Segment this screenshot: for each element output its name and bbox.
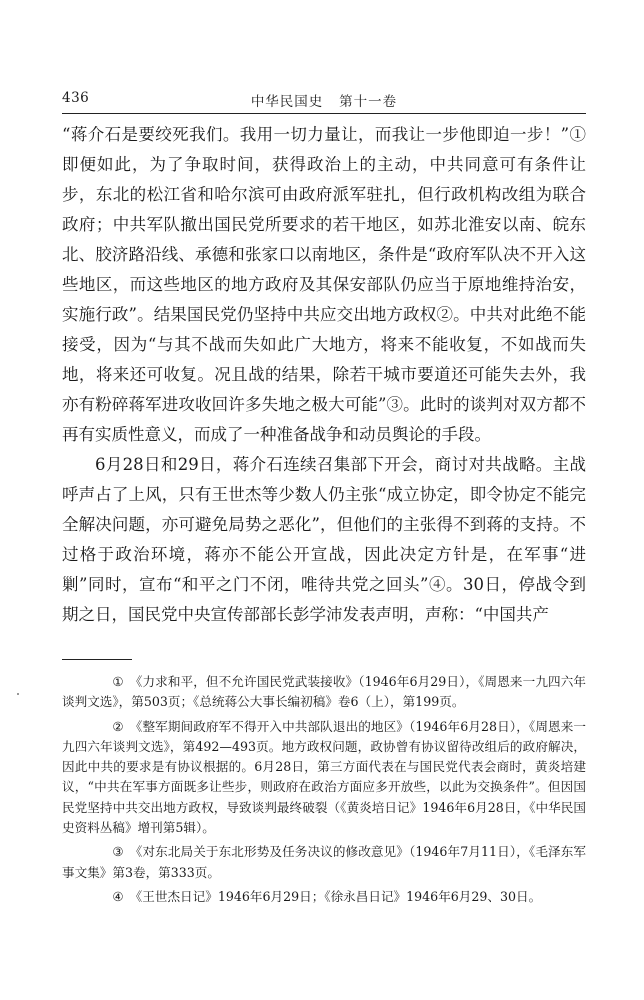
- footnote: [62, 887, 586, 907]
- footnote-marker: ④: [112, 888, 124, 904]
- running-title: 中华民国史 第十一卷: [250, 94, 398, 110]
- footnote-rule: [62, 659, 132, 660]
- footnotes: [62, 672, 586, 911]
- page-header: [62, 90, 586, 112]
- footnote-marker: ②: [112, 718, 124, 734]
- footnote: [62, 842, 586, 883]
- body-text: [62, 120, 586, 630]
- footnote-text: 《力求和平，但不允许国民党武装接收》（1946年6月29日），《周恩来一九四六年谈判文选》，第503页；《总统蒋公大事长编初稿》卷6（上），第199页。: [62, 674, 586, 710]
- header-rule: [62, 113, 586, 114]
- footnote-text: 《王世杰日记》1946年6月29日；《徐永昌日记》1946年6月29、30日。: [129, 888, 542, 904]
- footnote-marker: ①: [112, 674, 124, 689]
- footnote: [62, 717, 586, 839]
- body-paragraph: 6月28日和29日，蒋介石连续召集部下开会，商讨对共战略。主战呼声占了上风，只有王世杰等少数人仍主张“成立协定，即令协定不能完全解决问题，亦可避免局势之恶化”，但他们的主张得不到蒋的支持。不过格于政治环境，蒋亦不能公开宣战，因此决定方针是，在军事“进剿”同时，宣布“和平之门不闭，唯待共党之回头”④。30日，停战令到期之日，国民党中央宣传部部长彭学沛发表声明，声称：“中国共产: [62, 455, 586, 624]
- body-paragraph: “蒋介石是要绞死我们。我用一切力量让，而我让一步他即迫一步！”①即便如此，为了争取时间，获得政治上的主动，中共同意可有条件让步，东北的松江省和哈尔滨可由政府派军驻扎，但行政机构改组为联合政府；中共军队撤出国民党所要求的若干地区，如苏北淮安以南、皖东北、胶济路沿线、承德和张家口以南地区，条件是“政府军队决不开入这些地区，而这些地区的地方政府及其保安部队仍应当于原地维持治安，实施行政”。结果国民党仍坚持中共应交出地方政权②。中共对此绝不能接受，因为“与其不战而失如此广大地方，将来不能收复，不如战而失地，将来还可收复。况且战的结果，除若干城市要道还可能失去外，我亦有粉碎蒋军进攻收回许多失地之极大可能”③。此时的谈判对双方都不再有实质性意义，而成了一种准备战争和动员舆论的手段。: [62, 125, 586, 444]
- footnote-text: 《整军期间政府军不得开入中共部队退出的地区》（1946年6月28日），《周恩来一九四六年谈判文选》，第492—493页。地方政权问题，政协曾有协议留待改组后的政府解决，因此中共的要求是有协议根据的。6月28日，第三方面代表在与国民党代表会商时，黄炎培建议，“中共在军事方面既多让些步，则政府在政治方面应多开放些，以此为交换条件”。但因国民党坚持中共交出地方政权，导致谈判最终破裂（《黄炎培日记》1946年6月28日，《中华民国史资料丛稿》增刊第5辑）。: [62, 718, 586, 836]
- footnote-marker: ③: [112, 844, 124, 860]
- page-number: 436: [62, 90, 90, 106]
- footnote: [62, 672, 586, 713]
- footnote-text: 《对东北局关于东北形势及任务决议的修改意见》（1946年7月11日），《毛泽东军事文集》第3卷，第333页。: [62, 844, 586, 880]
- scan-speck: [17, 693, 19, 695]
